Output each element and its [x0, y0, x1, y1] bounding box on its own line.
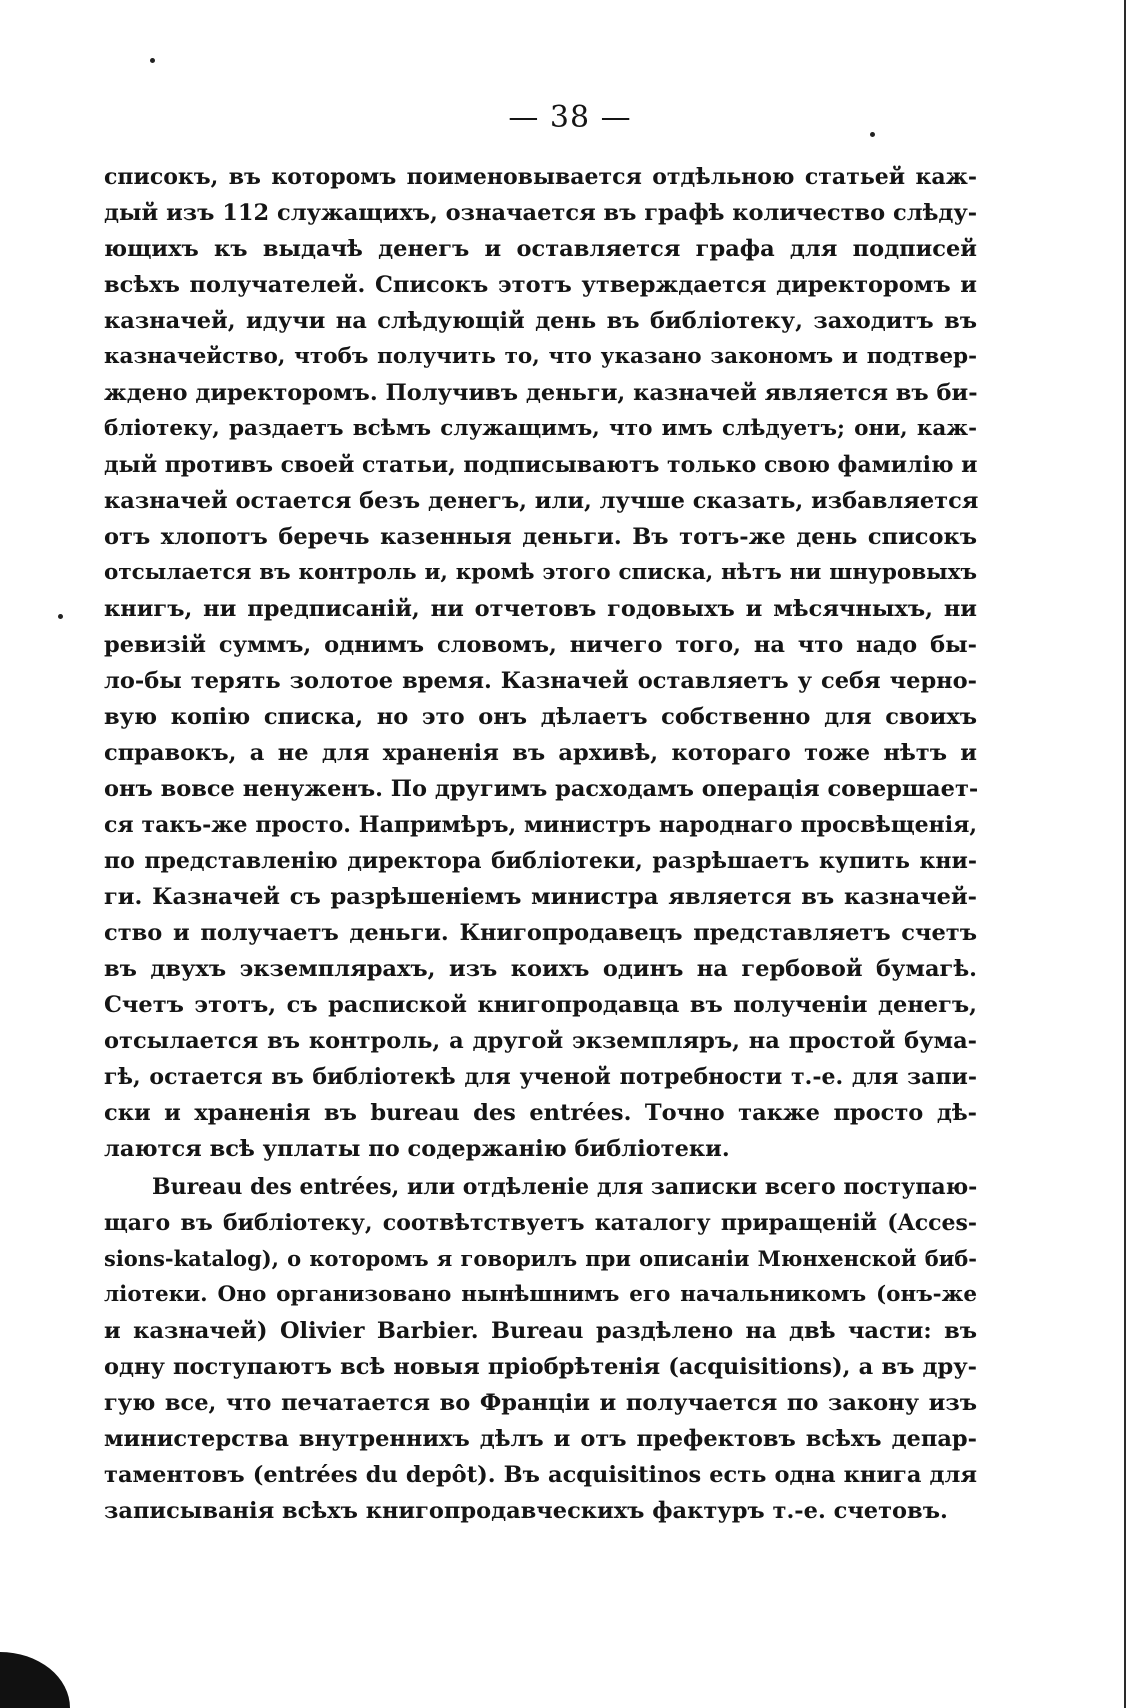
scan-corner-shadow — [0, 1652, 70, 1708]
text-line: ждено директоромъ. Получивъ деньги, казначей является въ би- — [104, 380, 978, 406]
text-line: книгъ, ни предписаній, ни отчетовъ годовыхъ и мѣсячныхъ, ни — [104, 596, 977, 622]
text-line: казначей, идучи на слѣдующій день въ библіотеку, заходитъ въ — [104, 308, 977, 334]
text-line: щаго въ библіотеку, соотвѣтствуетъ каталогу приращеній (Acces- — [104, 1210, 977, 1236]
text-line: дый противъ своей статьи, подписываютъ только свою фамилію и — [104, 452, 978, 478]
text-line: лаются всѣ уплаты по содержанію библіотеки. — [104, 1136, 730, 1162]
text-line: записыванія всѣхъ книгопродавческихъ фактуръ т.-е. счетовъ. — [104, 1498, 948, 1524]
text-line: Bureau des entrées, или отдѣленіе для записки всего поступаю- — [152, 1174, 978, 1200]
paragraph-1 — [104, 159, 977, 1167]
text-line: отсылается въ контроль, а другой экземпляръ, на простой бума- — [104, 1028, 977, 1054]
text-line: бліотеку, раздаетъ всѣмъ служащимъ, что имъ слѣдуетъ; они, каж- — [104, 416, 977, 441]
page-number: — 38 — — [508, 100, 632, 135]
text-line: гую все, что печатается во Франціи и получается по закону изъ — [104, 1390, 977, 1416]
scan-speck — [150, 58, 155, 63]
paragraph-2 — [104, 1169, 977, 1529]
text-line: казначей остается безъ денегъ, или, лучше сказать, избавляется — [104, 488, 979, 514]
text-line: таментовъ (entrées du depôt). Въ acquisitinos есть одна книга для — [104, 1462, 977, 1488]
text-line: Счетъ этотъ, съ распиской книгопродавца въ полученіи денегъ, — [104, 992, 977, 1018]
text-line: отъ хлопотъ беречь казенныя деньги. Въ тотъ-же день списокъ — [104, 524, 977, 550]
text-line: одну поступаютъ всѣ новыя пріобрѣтенія (acquisitions), а въ дру- — [104, 1354, 977, 1380]
text-line: министерства внутреннихъ дѣлъ и отъ префектовъ всѣхъ депар- — [104, 1426, 977, 1452]
text-line: ло-бы терять золотое время. Казначей оставляетъ у себя черно- — [104, 668, 977, 694]
text-line: отсылается въ контроль и, кромѣ этого списка, нѣтъ ни шнуровыхъ — [104, 560, 977, 585]
text-line: гѣ, остается въ библіотекѣ для ученой потребности т.-е. для запи- — [104, 1064, 977, 1090]
text-line: въ двухъ экземплярахъ, изъ коихъ одинъ на гербовой бумагѣ. — [104, 956, 977, 982]
text-line: списокъ, въ которомъ поименовывается отдѣльною статьей каж- — [104, 164, 977, 190]
text-line: ющихъ къ выдачѣ денегъ и оставляется графа для подписей — [104, 236, 977, 262]
text-line: казначейство, чтобъ получить то, что указано закономъ и подтвер- — [104, 344, 977, 369]
text-line: ревизій суммъ, однимъ словомъ, ничего того, на что надо бы- — [104, 632, 977, 658]
text-line: всѣхъ получателей. Списокъ этотъ утверждается директоромъ и — [104, 272, 977, 298]
body-text — [104, 159, 977, 1529]
text-line: вую копію списка, но это онъ дѣлаетъ собственно для своихъ — [104, 704, 977, 730]
text-line: справокъ, а не для храненія въ архивѣ, котораго тоже нѣтъ и — [104, 740, 977, 766]
text-line: онъ вовсе ненуженъ. По другимъ расходамъ операція совершает- — [104, 776, 979, 802]
text-line: и казначей) Olivier Barbier. Bureau раздѣлено на двѣ части: въ — [104, 1318, 977, 1344]
text-line: sions-katalog), о которомъ я говорилъ при описаніи Мюнхенской биб- — [104, 1246, 977, 1271]
text-line: ліотеки. Оно организовано нынѣшнимъ его начальникомъ (онъ-же — [104, 1282, 977, 1307]
scan-speck — [58, 614, 63, 619]
text-line: ство и получаетъ деньги. Книгопродавецъ представляетъ счетъ — [104, 920, 977, 946]
page-edge-rule — [1124, 0, 1126, 1708]
text-line: ся такъ-же просто. Напримѣръ, министръ народнаго просвѣщенія, — [104, 812, 977, 838]
text-line: по представленію директора библіотеки, разрѣшаетъ купить кни- — [104, 848, 977, 874]
text-line: дый изъ 112 служащихъ, означается въ графѣ количество слѣду- — [104, 200, 978, 226]
text-line: ски и храненія въ bureau des entrées. Точно также просто дѣ- — [104, 1100, 977, 1126]
text-line: ги. Казначей съ разрѣшеніемъ министра является въ казначей- — [104, 884, 977, 910]
